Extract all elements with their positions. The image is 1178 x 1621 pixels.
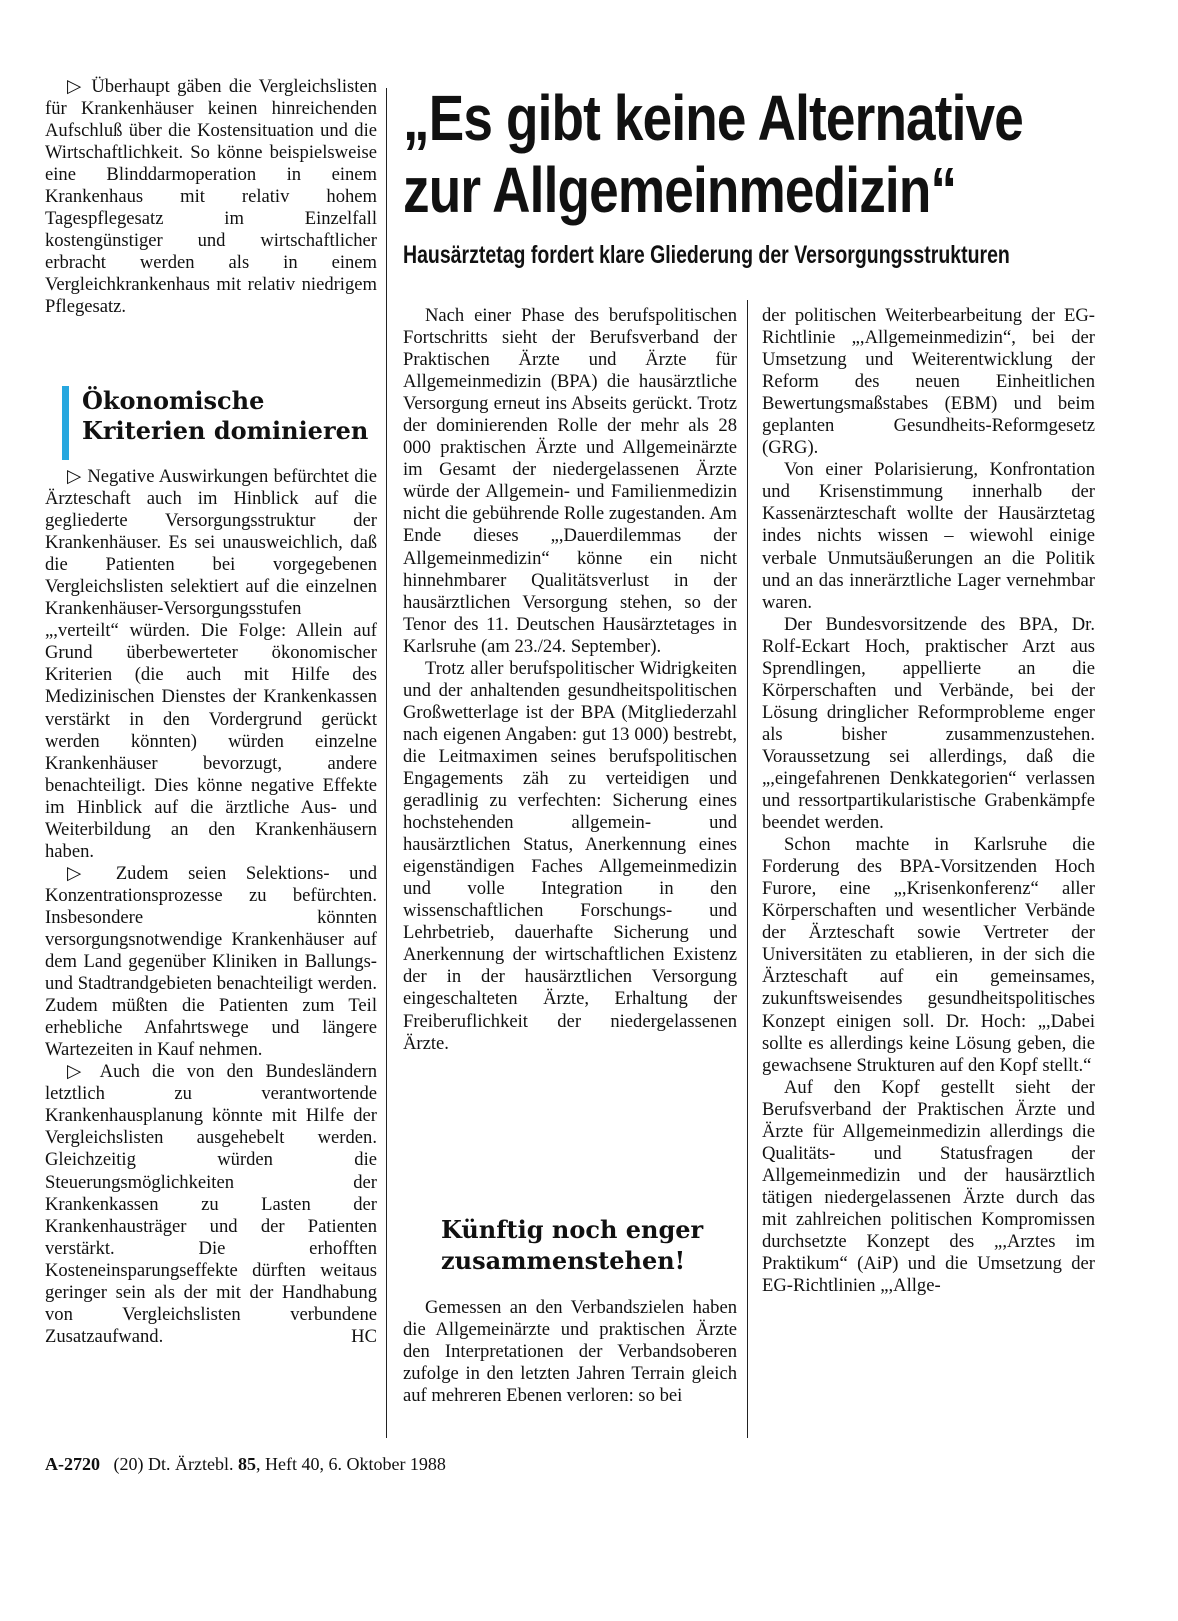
heading-accent-bar (62, 386, 69, 460)
article-title (403, 82, 1023, 226)
right-paragraph-3: Der Bundesvorsitzende des BPA, Dr. Rolf-Eckart Hoch, praktischer Arzt aus Sprendlingen, appellierte an die Körperschaften und Verbände, bei der Lösung dringlicher Reformprobleme enger als bisher zusammenzustehen. Voraussetzung sei allerdings, daß die „,eingefahrenen Denkkategorien“ verlassen und ressortpartikularistische Grabenkämpfe beendet werden. (762, 613, 1095, 834)
article-title-line2: zur Allgemeinmedizin“ (403, 154, 957, 226)
page-footer (45, 1453, 446, 1475)
left-subheading (82, 386, 382, 446)
right-paragraph-2: Von einer Polarisierung, Konfrontation und Krisenstimmung innerhalb der Kassenärzteschaft wollte der Hausärztetag indes nichts wissen – wiewohl einige verbale Unmutsäußerungen an die Politik und an das innerärztliche Lager vernehmbar waren. (762, 459, 1095, 613)
right-paragraph-4: Schon machte in Karlsruhe die Forderung des BPA-Vorsitzenden Hoch Furore, eine „,Krisenkonferenz“ aller Körperschaften und wesentlicher Verbände der Ärzteschaft sowie Vertreter der Universitäten zu etablieren, in der sich die Ärzteschaft auf ein gemeinsames, zukunftsweisendes gesundheitspolitisches Konzept einigen soll. Dr. Hoch: „,Dabei sollte es allerdings keine Lösung geben, die gewachsene Strukturen auf den Kopf stellt.“ (762, 834, 1095, 1076)
journal-issue: (20) Dt. Ärztebl. (113, 1454, 234, 1474)
middle-paragraph-2: Trotz aller berufspolitischer Widrigkeiten und der anhaltenden gesundheitspolitischen Großwetterlage ist der BPA (Mitgliederzahl nach eigenen Angaben: gut 13 000) bestrebt, die Leitmaximen seines berufspolitischen Engagements zäh zu verteidigen und geradlinig zu verfechten: Sicherung eines hochstehenden allgemein- und hausärztlichen Status, Anerkennung eines eigenständigen Faches Allgemeinmedizin und volle Integration in den wissenschaftlichen Forschungs- und Lehrbetrieb, dauerhafte Sicherung und Anerkennung der wirtschaftlichen Existenz der in der hausärztlichen Versorgung eingeschalteten Ärzte, Erhaltung der Freiberuflichkeit der niedergelassenen Ärzte. (403, 657, 737, 1054)
left-paragraph-4 (45, 1061, 377, 1348)
middle-column-lower (403, 1297, 737, 1407)
middle-subheading-line2: zusammenstehen! (441, 1246, 686, 1275)
middle-subheading (441, 1214, 741, 1276)
page-code: A-2720 (45, 1454, 100, 1474)
middle-subheading-line1: Künftig noch enger (441, 1215, 704, 1244)
right-column (762, 305, 1095, 1297)
journal-issue-date: , Heft 40, 6. Oktober 1988 (255, 1454, 446, 1474)
column-divider-right (747, 300, 748, 1438)
right-paragraph-1: der politischen Weiterbearbeitung der EG-Richtlinie „,Allgemeinmedizin“, bei der Umsetzung und Weiterentwicklung der Reform des neuen Einheitlichen Bewertungsmaßstabes (EBM) und beim geplanten Gesundheits-Reformgesetz (GRG). (762, 305, 1095, 459)
left-subheading-line1: Ökonomische (82, 386, 265, 415)
left-paragraph-2: ▷ Negative Auswirkungen befürchtet die Ärzteschaft auch im Hinblick auf die gegliederte Versorgungsstruktur der Krankenhäuser. Es sei unausweichlich, daß die Patienten bei vorgegebenen Vergleichslisten selektiert auf die einzelnen Krankenhäuser-Versorgungsstufen „,verteilt“ würden. Die Folge: Allein auf Grund überbewerteter ökonomischer Kriterien (die auch mit Hilfe des Medizinischen Dienstes der Krankenkassen verstärkt in den Vordergrund gerückt werden könnten) würden einzelne Krankenhäuser bevorzugt, andere benachteiligt. Dies könne negative Effekte im Hinblick auf die ärztliche Aus- und Weiterbildung an den Krankenhäusern haben. (45, 466, 377, 862)
middle-column (403, 305, 737, 1055)
middle-paragraph-3: Gemessen an den Verbandszielen haben die Allgemeinärzte und praktischen Ärzte den Interpretationen der Verbandsoberen zufolge in den letzten Jahren Terrain gleich auf mehreren Ebenen verloren: so bei (403, 1297, 737, 1407)
left-subheading-line2: Kriterien dominieren (82, 416, 369, 445)
left-paragraph-3: ▷ Zudem seien Selektions- und Konzentrationsprozesse zu befürchten. Insbesondere könnten versorgungsnotwendige Krankenhäuser auf dem Land gegenüber Kliniken in Ballungs- und Stadtrandgebieten benachteiligt werden. Zudem müßten die Patienten zum Teil erhebliche Anfahrtswege und längere Wartezeiten in Kauf nehmen. (45, 862, 377, 1061)
article-title-line1: „Es gibt keine Alternative (403, 82, 1023, 154)
column-divider-left (386, 88, 387, 1438)
middle-paragraph-1: Nach einer Phase des berufspolitischen Fortschritts sieht der Berufsverband der Praktischen Ärzte und Ärzte für Allgemeinmedizin (BPA) die hausärztliche Versorgung erneut ins Abseits gerückt. Trotz der dominierenden Rolle der mehr als 28 000 praktischen Ärzte und Allgemeinärzte im Gesamt der niedergelassenen Ärzte würde der Allgemein- und Familienmedizin nicht die gebührende Rolle zugestanden. Am Ende dieses „,Dauerdilemmas der Allgemeinmedizin“ könne ein nicht hinnehmbarer Qualitätsverlust in der hausärztlichen Versorgung stehen, so der Tenor des 11. Deutschen Hausärztetages in Karlsruhe (am 23./24. September). (403, 305, 737, 657)
left-column (45, 76, 377, 319)
left-column-lower (45, 466, 377, 1348)
author-signature: HC (351, 1325, 377, 1347)
right-paragraph-5: Auf den Kopf gestellt sieht der Berufsverband der Praktischen Ärzte und Ärzte für Allgemeinmedizin allerdings die Qualitäts- und Statusfragen der Allgemeinmedizin und der hausärztlich tätigen niedergelassenen Ärzte durch das mit zahlreichen politischen Kompromissen durchsetzte Konzept des „,Arztes im Praktikum“ (AiP) und die Umsetzung der EG-Richtlinien „,Allge- (762, 1076, 1095, 1297)
left-paragraph-1: ▷ Überhaupt gäben die Vergleichslisten für Krankenhäuser keinen hinreichenden Aufschluß über die Kostensituation und die Wirtschaftlichkeit. So könne beispielsweise eine Blinddarmoperation in einem Krankenhaus mit relativ hohem Tagespflegesatz im Einzelfall kostengünstiger und wirtschaftlicher erbracht werden als in einem Vergleichkrankenhaus mit relativ niedrigem Pflegesatz. (45, 76, 377, 318)
left-paragraph-4-text: ▷ Auch die von den Bundesländern letztlich zu verantwortende Krankenhausplanung könnte mit Hilfe der Vergleichslisten ausgehebelt werden. Gleichzeitig würden die Steuerungsmöglichkeiten der Krankenkassen zu Lasten der Krankenhausträger und der Patienten verstärkt. Die erhofften Kosteneinsparungseffekte dürften weitaus geringer sein als der mit der Handhabung von Vergleichslisten verbundene Zusatzaufwand. (45, 1061, 377, 1347)
article-subtitle: Hausärztetag fordert klare Gliederung der Versorgungsstrukturen (403, 241, 1010, 269)
journal-volume: 85 (237, 1454, 256, 1474)
